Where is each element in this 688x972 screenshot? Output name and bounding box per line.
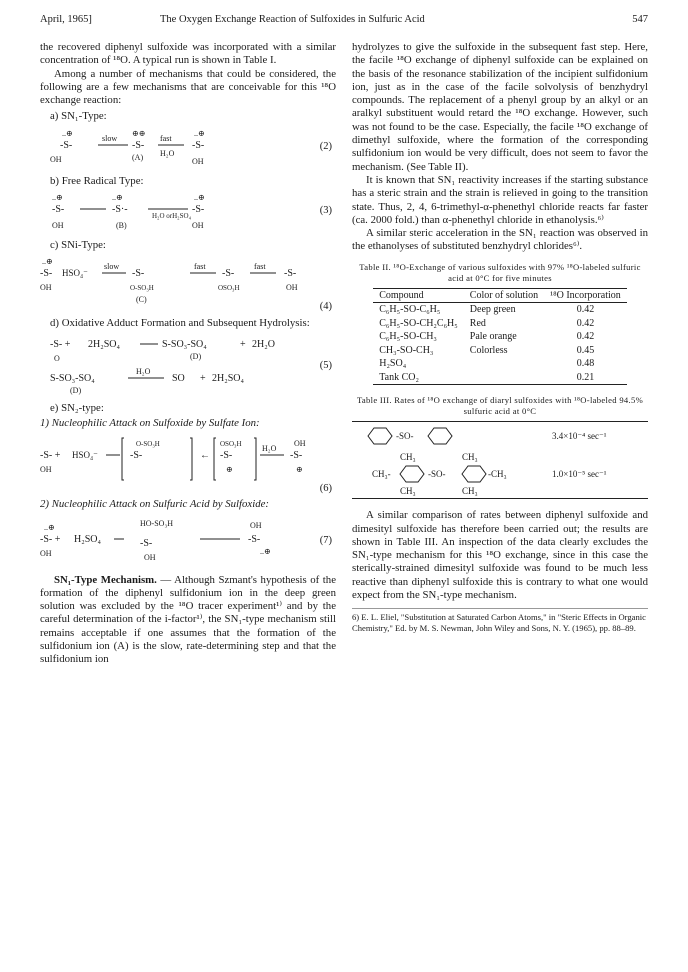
svg-text:-S-: -S- <box>284 268 297 280</box>
mechanism-heading-b: b) Free Radical Type: <box>50 174 144 187</box>
svg-text:OH: OH <box>250 520 262 530</box>
svg-text:OSO₃H: OSO₃H <box>218 284 240 293</box>
svg-text:(C): (C) <box>136 295 147 305</box>
ch3-label: -CH₃ <box>488 469 507 480</box>
cell: 0.21 <box>576 371 595 383</box>
svg-text:2H₂SO₄: 2H₂SO₄ <box>88 338 120 350</box>
ch3-label: CH₃ <box>400 486 416 497</box>
paragraph: the recovered diphenyl sulfoxide was incorporated with a similar concentration of ¹⁸O. A typical run is shown in Table I. <box>40 41 336 67</box>
reaction-scheme <box>40 514 336 572</box>
cell: 0.42 <box>576 304 595 316</box>
svg-text:-S-: -S- <box>132 268 145 280</box>
equation-7 <box>40 514 336 572</box>
benzene-ring <box>368 428 392 444</box>
cell: C₆H₅-SO-C₆H₅ <box>379 304 441 316</box>
svg-text:H₂O: H₂O <box>262 444 277 454</box>
svg-text:O-SO₃H: O-SO₃H <box>136 440 160 449</box>
svg-text:fast: fast <box>194 262 206 272</box>
svg-text:OH: OH <box>192 221 204 231</box>
mechanism-heading-c: c) SNi-Type: <box>50 239 106 252</box>
ch3-label: CH₃ <box>462 452 478 463</box>
svg-text:-S-: -S- <box>52 204 65 216</box>
paragraph: hydrolyzes to give the sulfoxide in the subsequent fast step. Here, the facile ¹⁸O exchange of diphenyl sulfoxide can be explained on the basis of the resonance stabilization of the incipient sulfidonium ion, just as in the case of the facile solvolysis of benzhydryl compounds. The replacement of a phenyl group by an alkyl or an aralkyl substituent would retard the ¹⁸O exchange. However, such was not found to be the case. Especially, the facile ¹⁸O exchange of dimethyl sulfoxide, where the formation of the corresponding sulfidonium ion would be very difficult, does not seem to favor the mechanism. (See Table II). <box>352 41 648 173</box>
cell: CH₃-SO-CH₃ <box>379 344 434 356</box>
running-header <box>40 14 648 30</box>
svg-text:..⊕: ..⊕ <box>260 546 271 556</box>
svg-text:..⊕: ..⊕ <box>112 193 123 203</box>
reaction-scheme <box>40 432 336 496</box>
col-header: ¹⁸O Incorporation <box>550 289 621 301</box>
svg-text:-S-: -S- <box>192 139 205 151</box>
cell: Colorless <box>469 344 508 356</box>
svg-text:OSO₃H: OSO₃H <box>220 440 242 449</box>
benzene-ring <box>462 466 486 482</box>
footnote: 6) E. L. Eliel, "Substitution at Saturated Carbon Atoms," in "Steric Effects in Organic Chemistry," Ed. by M. S. Newman, John Wiley and Sons, N. Y. (1965), pp. 88–89. <box>352 608 648 633</box>
table-header-row <box>373 288 627 303</box>
cell <box>464 357 544 371</box>
svg-text:(D): (D) <box>190 351 202 361</box>
equation-number: (2) <box>319 140 332 152</box>
svg-text:slow: slow <box>104 262 120 272</box>
left-column <box>40 41 336 667</box>
paragraph: It is known that SN₁ reactivity increases if the starting substance has a steric strain and the strain is relieved in going to the transition state. Thus, 2, 4, 6-trimethyl-α-phenethyl chloride reacts far faster (ca. 2000 fold.) than α-phenethyl chloride in ethanolysis.⁶⁾ <box>352 173 648 226</box>
table-3-caption: Table III. Rates of ¹⁸O exchange of diaryl sulfoxides with ¹⁸O-labeled 94.5% sulfuric acid at 0°C <box>356 395 644 417</box>
table-3 <box>352 421 648 499</box>
reaction-scheme <box>40 126 336 172</box>
section-heading: SN₁-Type Mechanism. <box>54 573 157 586</box>
svg-text:OH: OH <box>144 552 156 562</box>
table-2-caption: Table II. ¹⁸O-Exchange of various sulfoxides with 97% ¹⁸O-labeled sulfuric acid at 0°C for five minutes <box>359 261 641 283</box>
ch3-label: CH₃ <box>400 452 416 463</box>
cell: Tank CO₂ <box>379 371 419 383</box>
svg-text:-S-: -S- <box>60 139 73 151</box>
cell: 0.42 <box>576 317 595 329</box>
paragraph-text: — Although Szmant's hypothesis of the formation of the diphenyl sulfidonium ion in the deep green solution was excluded by the ¹⁸O tracer experiment¹⁾ and by the careful determination of the i-factor¹⁾, the SN₁-type mechanism still remains acceptable if one assumes that the formation of the sulfidonium ion (A) is the slow, rate-determining step and that the sulfidonium ion <box>40 573 336 666</box>
svg-text:-S-: -S- <box>40 268 53 280</box>
equation-number: (6) <box>319 483 332 495</box>
equation-number: (5) <box>319 359 332 371</box>
mechanism-heading-e: e) SN₂-type: <box>50 401 104 414</box>
svg-text:2H₂O: 2H₂O <box>252 338 275 350</box>
cell: 0.42 <box>576 331 595 343</box>
svg-text:H₂SO₄: H₂SO₄ <box>74 533 101 545</box>
so-label: -SO- <box>428 469 446 480</box>
cell <box>464 371 544 385</box>
svg-text:2H₂SO₄: 2H₂SO₄ <box>212 372 244 384</box>
equation-number: (4) <box>319 301 332 313</box>
cell: C₆H₅-SO-CH₂C₆H₅ <box>379 317 458 329</box>
svg-text:OH: OH <box>192 156 204 166</box>
cell: H₂SO₄ <box>379 358 407 370</box>
svg-text:(D): (D) <box>70 385 82 395</box>
svg-text:-S-: -S- <box>130 450 143 462</box>
svg-text:O: O <box>54 353 60 363</box>
svg-text:S-SO₃-SO₄: S-SO₃-SO₄ <box>50 372 95 384</box>
svg-text:OH: OH <box>52 221 64 231</box>
equation-number: (7) <box>319 534 332 546</box>
sub-mechanism-2: 2) Nucleophilic Attack on Sulfuric Acid by Sulfoxide: <box>40 498 269 511</box>
svg-text:..⊕: ..⊕ <box>194 128 205 138</box>
table-2 <box>373 288 627 386</box>
right-column <box>352 41 648 633</box>
svg-text:-S-: -S- <box>192 204 205 216</box>
svg-text:slow: slow <box>102 133 118 143</box>
equation-2 <box>40 126 336 172</box>
svg-text:-S-: -S- <box>222 268 235 280</box>
svg-text:⊕⊕: ⊕⊕ <box>132 128 146 138</box>
ch3-label: CH₃ <box>462 486 478 497</box>
svg-text:fast: fast <box>160 133 172 143</box>
paragraph <box>40 574 336 667</box>
table-row <box>373 371 627 385</box>
svg-text:-S- +: -S- + <box>40 533 61 545</box>
cell: Deep green <box>469 304 516 316</box>
page-number: 547 <box>632 14 648 25</box>
table-row <box>373 344 627 358</box>
rate-value: 3.4×10⁻⁴ sec⁻¹ <box>552 431 607 442</box>
benzene-ring <box>400 466 424 482</box>
equation-3 <box>40 190 336 236</box>
benzene-ring <box>428 428 452 444</box>
svg-text:HSO₄⁻: HSO₄⁻ <box>62 268 88 279</box>
col-header: Color of solution <box>469 289 539 301</box>
svg-text:OH: OH <box>40 465 52 475</box>
paragraph: A similar comparison of rates between diphenyl sulfoxide and dimesityl sulfoxide has therefore been carried out; the results are shown in Table III. An inspection of the data clearly excludes the SN₁-type mechanism for this ¹⁸O exchange, since in this case the sterically-strained dimesityl sulfoxide was found to be much less reactive than diphenyl sulfoxide this is contrary to what one would expect from the SN₁-type mechanism. <box>352 509 648 602</box>
cell: C₆H₅-SO-CH₃ <box>379 331 437 343</box>
svg-text:..⊕: ..⊕ <box>44 522 55 532</box>
so-label: -SO- <box>396 431 414 442</box>
paragraph: A similar steric acceleration in the SN₁ reaction was observed in the ethanolyses of substituted benzhydryl chlorides⁶⁾. <box>352 227 648 253</box>
svg-text:⊕: ⊕ <box>296 465 303 475</box>
svg-text:(B): (B) <box>116 221 127 231</box>
svg-text:←: ← <box>200 450 210 462</box>
svg-text:OH: OH <box>294 439 306 449</box>
equation-number: (3) <box>319 205 332 217</box>
svg-text:+: + <box>240 338 246 350</box>
svg-text:OH: OH <box>40 283 52 293</box>
reaction-scheme <box>40 333 336 399</box>
svg-text:(A): (A) <box>132 152 144 162</box>
reaction-scheme <box>40 190 336 236</box>
svg-text:-S-: -S- <box>248 533 261 545</box>
svg-text:-S·-: -S·- <box>112 204 128 216</box>
mechanism-heading-d: d) Oxidative Adduct Formation and Subsequent Hydrolysis: <box>50 317 310 330</box>
reaction-scheme <box>40 254 336 314</box>
svg-text:O-SO₃H: O-SO₃H <box>130 284 154 293</box>
svg-text:HSO₄⁻: HSO₄⁻ <box>72 450 98 461</box>
svg-text:H₂O orH₂SO₄: H₂O orH₂SO₄ <box>152 212 192 221</box>
paragraph: Among a number of mechanisms that could be considered, the following are a few mechanisms that are conceivable for this ¹⁸O exchange reaction: <box>40 67 336 107</box>
cell: 0.45 <box>576 344 595 356</box>
svg-text:-S-: -S- <box>132 139 145 151</box>
table-row <box>373 317 627 331</box>
svg-text:-S- +: -S- + <box>40 450 61 462</box>
svg-text:-S-: -S- <box>220 450 233 462</box>
svg-text:OH: OH <box>40 548 52 558</box>
svg-text:H₂O: H₂O <box>160 148 175 158</box>
svg-text:-S-: -S- <box>140 537 153 549</box>
svg-text:OH: OH <box>286 283 298 293</box>
svg-text:-S-: -S- <box>290 450 303 462</box>
header-date: April, 1965] <box>40 14 92 25</box>
table-row <box>373 357 627 371</box>
svg-text:+: + <box>200 372 206 384</box>
equation-4 <box>40 254 336 314</box>
svg-text:..⊕: ..⊕ <box>42 257 53 267</box>
cell: 0.48 <box>576 358 595 370</box>
svg-text:SO: SO <box>172 372 185 384</box>
cell: Pale orange <box>469 331 517 343</box>
svg-text:⊕: ⊕ <box>226 465 233 475</box>
cell: Red <box>469 317 486 329</box>
svg-text:..⊕: ..⊕ <box>194 193 205 203</box>
sub-mechanism-1: 1) Nucleophilic Attack on Sulfoxide by Sulfate Ion: <box>40 416 260 429</box>
equation-6 <box>40 432 336 496</box>
svg-text:-S- +: -S- + <box>50 338 71 350</box>
ch3-label: CH₃- <box>372 469 391 480</box>
col-header: Compound <box>379 289 424 301</box>
table-row <box>373 303 627 317</box>
svg-text:H₂O: H₂O <box>136 366 151 376</box>
header-title: The Oxygen Exchange Reaction of Sulfoxides in Sulfuric Acid <box>160 14 425 25</box>
rate-value: 1.0×10⁻⁵ sec⁻¹ <box>552 469 607 480</box>
svg-text:OH: OH <box>50 154 62 164</box>
structure-diagrams <box>352 422 648 498</box>
svg-text:HO-SO₃H: HO-SO₃H <box>140 518 174 528</box>
svg-text:..⊕: ..⊕ <box>62 128 73 138</box>
svg-text:..⊕: ..⊕ <box>52 193 63 203</box>
mechanism-heading-a: a) SN₁-Type: <box>50 110 107 123</box>
table-row <box>373 330 627 344</box>
equation-5 <box>40 333 336 399</box>
svg-text:S-SO₃-SO₄: S-SO₃-SO₄ <box>162 338 207 350</box>
svg-text:fast: fast <box>254 262 266 272</box>
